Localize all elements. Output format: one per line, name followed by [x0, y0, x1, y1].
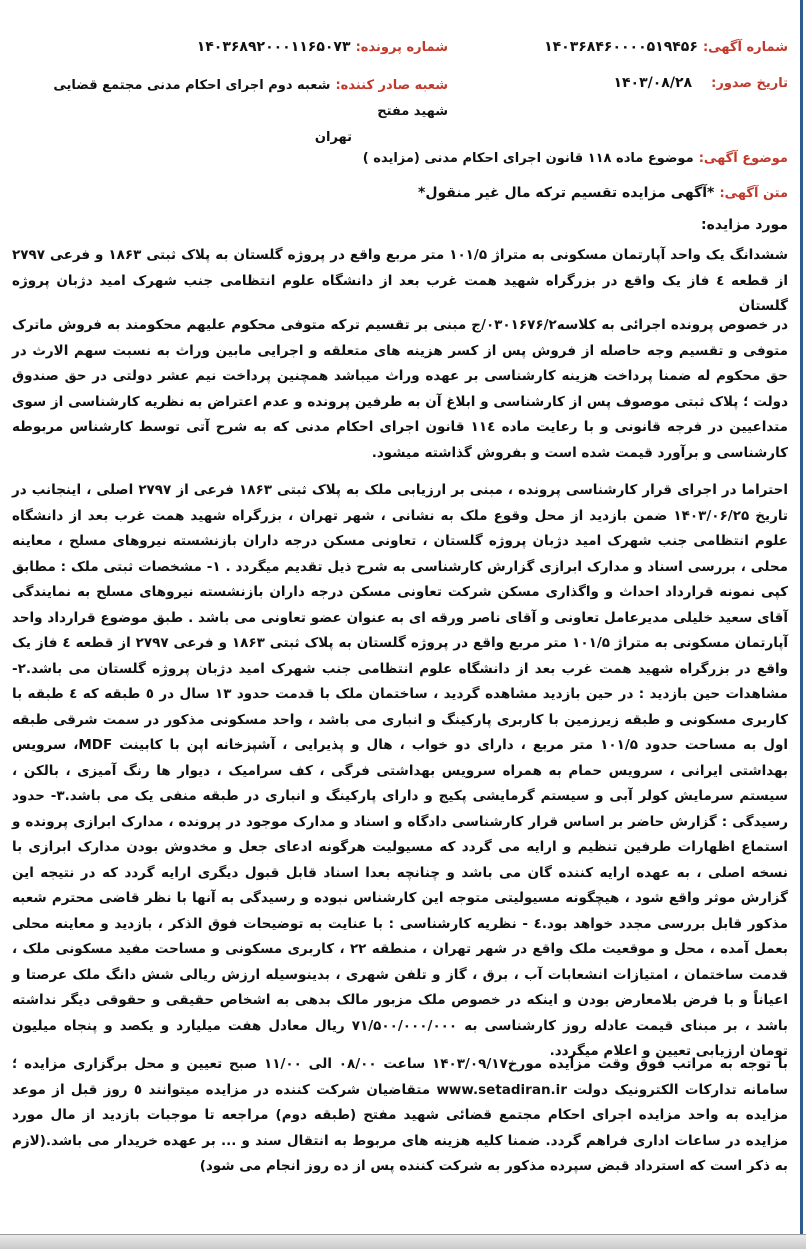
issuer-value-line1: شعبه دوم اجرای احکام مدنی مجتمع قضایی شهید مفتح: [53, 78, 448, 119]
subject-label: موضوع آگهی:: [698, 151, 788, 166]
subject-value: موضوع ماده ۱۱۸ قانون اجرای احکام مدنی (مزایده ): [362, 151, 694, 166]
ad-number-label: شماره آگهی:: [702, 40, 788, 55]
paragraph-case-summary: در خصوص پرونده اجرائی به کلاسه۰۳۰۱۶۷۶/۲/ج مبنی بر تقسیم ترکه متوفی محکوم علیهم محکومند به فروش ماترک متوفی و تقسیم وجه حاصله از فروش پس از کسر هزینه های متعلقه و اجرایی مابین وراث به نسبت سهم الارث در حق محکوم له ضمنا پرداخت هزینه کارشناسی بر عهده وراث میباشد همچنین پرداخت نیم عشر دولتی در حق صندوق دولت ؛ پلاک ثبتی موصوف پس از کارشناسی و ابلاغ آن به طرفین پرونده و عدم اعتراض به نظریه کارشناسی از سوی متداعیین در فرجه قانونی و با رعایت ماده ۱۱٤ قانون اجرای احکام مدنی که به شرح آتی توسط کارشناس مربوطه کارشناسی و برآورد قیمت شده است و بفروش گذاشته میشود.: [12, 317, 788, 461]
body-intro-value: *آگهی مزایده تقسیم ترکه مال غیر منقول*: [418, 185, 715, 201]
body-intro-field: [418, 182, 788, 201]
ad-number-field: [544, 36, 788, 55]
subject-field: [363, 147, 788, 166]
issue-date-label: تاریخ صدور:: [711, 76, 788, 91]
issuer-field: [28, 72, 448, 150]
issue-date-field: [613, 72, 788, 91]
case-number-value: ۱۴۰۳۶۸۹۲۰۰۰۱۱۶۵۰۷۳: [196, 39, 351, 55]
ad-number-value: ۱۴۰۳۶۸۴۶۰۰۰۰۵۱۹۴۵۶: [544, 39, 698, 55]
issue-date-value: ۱۴۰۳/۰۸/۲۸: [613, 75, 693, 91]
auction-item-heading: مورد مزایده:: [701, 217, 788, 233]
body-intro-label: متن آگهی:: [719, 186, 788, 201]
paragraph-auction-details: با توجه به مراتب فوق وقت مزایده مورخ۱۴۰۳/۰۹/۱۷ ساعت ۰۸/۰۰ الی ۱۱/۰۰ صبح تعیین و محل برگزاری مزایده ؛سامانه تدارکات الکترونیک دولت www.setadiran.ir متقاضیان شرکت کننده در مزایده میتوانند ٥ روز قبل از موعد مزایده به واحد مزایده اجرای احکام مجتمع قضائی شهید مفتح (طبقه دوم) مراجعه تا موجبات بازدید از مال مورد مزایده در ساعات اداری فراهم گردد. ضمنا کلیه هزینه های مربوط به انتقال سند و ... بر عهده خریدار می باشد.(لازم به ذکر است که استرداد قبض سپرده مذکور به شرکت کننده پس از ده روز انجام می شود): [12, 1056, 788, 1174]
window-bottom-bar: [0, 1234, 806, 1249]
paragraph-property: ششدانگ یک واحد آپارتمان مسکونی به متراژ ۱۰۱/۵ متر مربع واقع در پروژه گلستان به پلاک ثبتی ۱۸۶۳ و فرعی ۲۷۹۷ از قطعه ٤ فاز یک واقع در بزرگراه شهید همت غرب بعد از دانشگاه علوم انتظامی جنب شهرک امید دژبان پروژه گلستان: [12, 247, 789, 314]
paragraph-expert-report: احتراما در اجرای قرار کارشناسی پرونده ، مبنی بر ارزیابی ملک به پلاک ثبتی ۱۸۶۳ فرعی از ۲۷۹۷ اصلی ، اینجانب در تاریخ ۱۴۰۳/۰۶/۲۵ ضمن بازدید از محل وقوع ملک به نشانی ، شهر تهران ، بزرگراه شهید همت غرب بعد از دانشگاه علوم انتظامی جنب شهرک امید دژبان پروژه گلستان ، تعاونی مسکن درجه داران بازنشسته نیروهای مسلح ، معاینه محلی ، بررسی اسناد و مدارک ابرازی گزارش کارشناسی به شرح ذیل تقدیم میگردد . ۱- مشخصات ثبتی ملک : مطابق کپی نمونه قرارداد احداث و واگذاری مسکن شرکت تعاونی مسکن درجه داران بازنشسته نیروهای مسلح به نمایندگی آقای سعید خلیلی مدیرعامل تعاونی و آقای ناصر ورقه ای به عنوان عضو تعاونی می باشد . طبق موضوع قرارداد واحد آپارتمان مسکونی به متراژ ۱۰۱/۵ متر مربع واقع در پروژه گلستان به پلاک ثبتی ۱۸۶۳ و فرعی ۲۷۹۷ از قطعه ٤ فاز یک واقع در بزرگراه شهید همت غرب بعد از دانشگاه علوم انتظامی جنب شهرک امید دژبان پروژه گلستان می باشد.۲- مشاهدات حین بازدید : در حین بازدید مشاهده گردید ، ساختمان ملک با قدمت حدود ۱۳ سال در ٥ طبقه که ٤ طبقه با کاربری مسکونی و طبقه زیرزمین با کاربری پارکینگ و انباری می باشد ، واحد مسکونی مذکور در سمت شرقی طبقه اول به مساحت حدود ۱۰۱/۵ متر مربع ، دارای دو خواب ، هال و پذیرایی ، آشپزخانه اپن با کابینت MDF، سرویس بهداشتی ایرانی ، سرویس حمام به همراه سرویس بهداشتی فرگی ، کف سرامیک ، دیوار ها رنگ آمیزی ، بالکن ، سیستم سرمایش کولر آبی و سیستم گرمایشی پکیج و دارای پارکینگ و انباری در طبقه منفی یک می باشد.۳- حدود رسیدگی : گزارش حاضر بر اساس قرار کارشناسی دادگاه و اسناد و مدارک موجود در پرونده ، مدارک ابرازی پرونده و استماع اظهارات طرفین تنظیم و ارایه می گردد که مسیولیت هرگونه ادعای جعل و مخدوش بودن مدارک ابرازی با نسخه اصلی ، به عهده ارایه کننده گان می باشد و چنانچه بعدا اسناد قابل قبول دیگری ارایه گردد که در نتیجه این گزارش موثر واقع شود ، هیچگونه مسیولیتی متوجه این کارشناس نبوده و رسیدگی به آنها با نظر قاضی محترم شعبه مذکور قابل بررسی مجدد خواهد بود.٤ - نظریه کارشناسی : با عنایت به توضیحات فوق الذکر ، بازدید و معاینه محلی بعمل آمده ، محل و موقعیت ملک واقع در شهر تهران ، منطقه ۲۲ ، کاربری مسکونی و مساحت مفید مسکونی ملک ، قدمت ساختمان ، امتیازات انشعابات آب ، برق ، گاز و تلفن شهری ، بدینوسیله ارزش ریالی شش دانگ ملک عرصتا و اعیاناً و با فرض بلامعارض بودن و اینکه در خصوص ملک مزبور مالک بدهی به اشخاص حقیقی و حقوقی دیگر نداشته باشد ، بر مبنای قیمت عادله روز کارشناسی به ۷۱/۵۰۰/۰۰۰/۰۰۰ ریال معادل هفت میلیارد و یکصد و پنجاه میلیون تومان ارزیابی تعیین و اعلام میگردد.: [12, 482, 789, 1059]
case-number-label: شماره پرونده:: [355, 40, 448, 55]
case-number-field: [197, 36, 448, 55]
issuer-label: شعبه صادر کننده:: [335, 78, 448, 93]
issuer-value-line2: تهران: [314, 130, 352, 145]
